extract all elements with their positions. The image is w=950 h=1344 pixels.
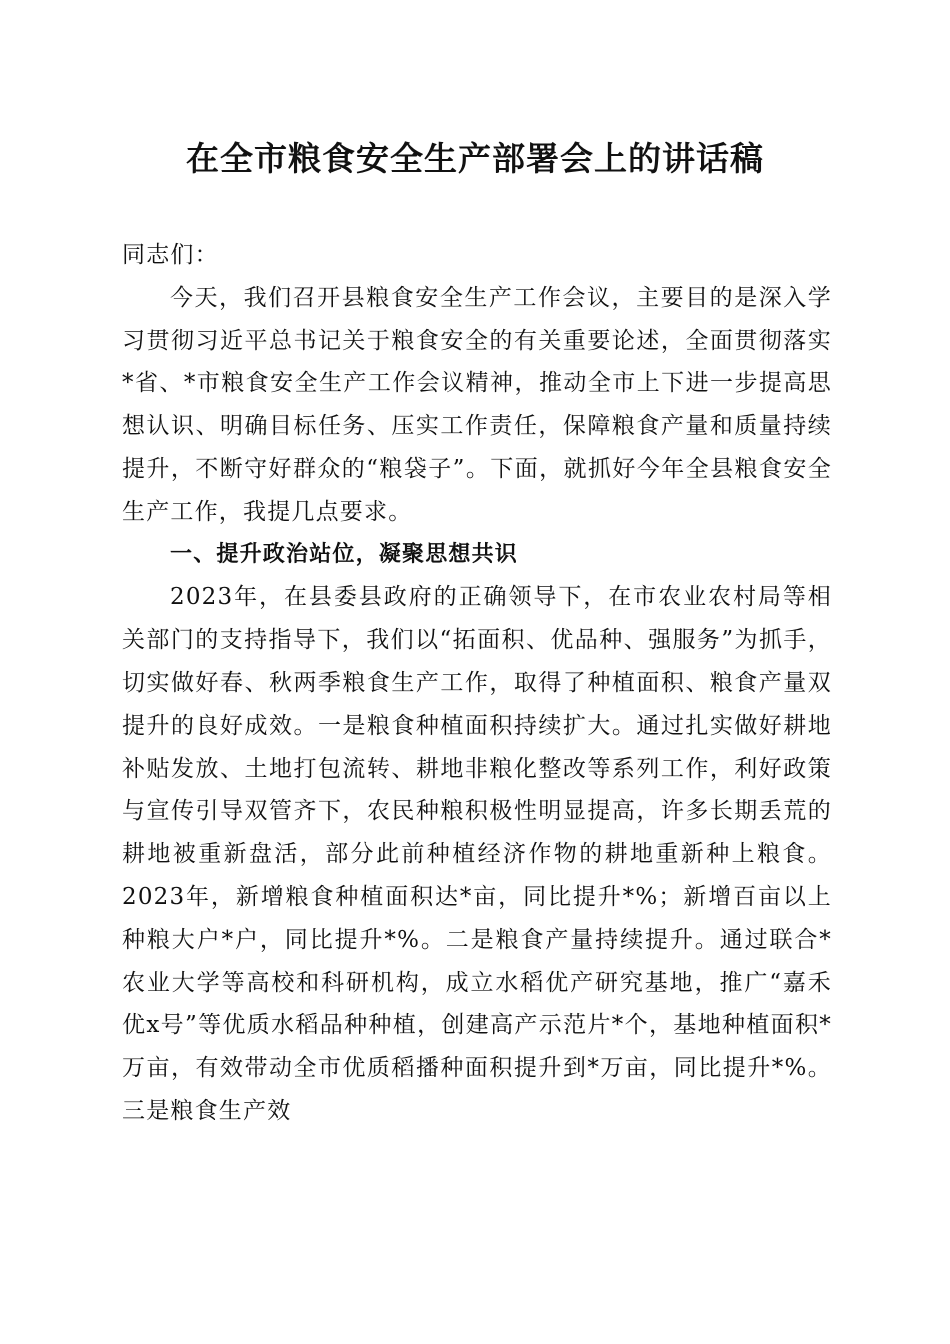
section-paragraph: 2023年，在县委县政府的正确领导下，在市农业农村局等相关部门的支持指导下，我们以“拓面积、优品种、强服务”为抓手，切实做好春、秋两季粮食生产工作，取得了种植面积、粮食产量双提升的良好成效。一是粮食种植面积持续扩大。通过扎实做好耕地补贴发放、土地打包流转、耕地非粮化整改等系列工作，利好政策与宣传引导双管齐下，农民种粮积极性明显提高，许多长期丢荒的耕地被重新盘活，部分此前种植经济作物的耕地重新种上粮食。2023年，新增粮食种植面积达*亩，同比提升*%；新增百亩以上种粮大户*户，同比提升*%。二是粮食产量持续提升。通过联合*农业大学等高校和科研机构，成立水稻优产研究基地，推广“嘉禾优x号”等优质水稻品种种植，创建高产示范片*个，基地种植面积*万亩，有效带动全市优质稻播种面积提升到*万亩，同比提升*%。三是粮食生产效 — [122, 584, 832, 1124]
document-body — [122, 234, 832, 1133]
document-title: 在全市粮食安全生产部署会上的讲话稿 — [186, 139, 764, 178]
section-heading: 一、提升政治站位，凝聚思想共识 — [170, 541, 519, 567]
salutation: 同志们： — [122, 242, 219, 268]
intro-paragraph: 今天，我们召开县粮食安全生产工作会议，主要目的是深入学习贯彻习近平总书记关于粮食安全的有关重要论述，全面贯彻落实*省、*市粮食安全生产工作会议精神，推动全市上下进一步提高思想认识、明确目标任务、压实工作责任，保障粮食产量和质量持续提升，不断守好群众的“粮袋子”。下面，就抓好今年全县粮食安全生产工作，我提几点要求。 — [122, 284, 832, 525]
